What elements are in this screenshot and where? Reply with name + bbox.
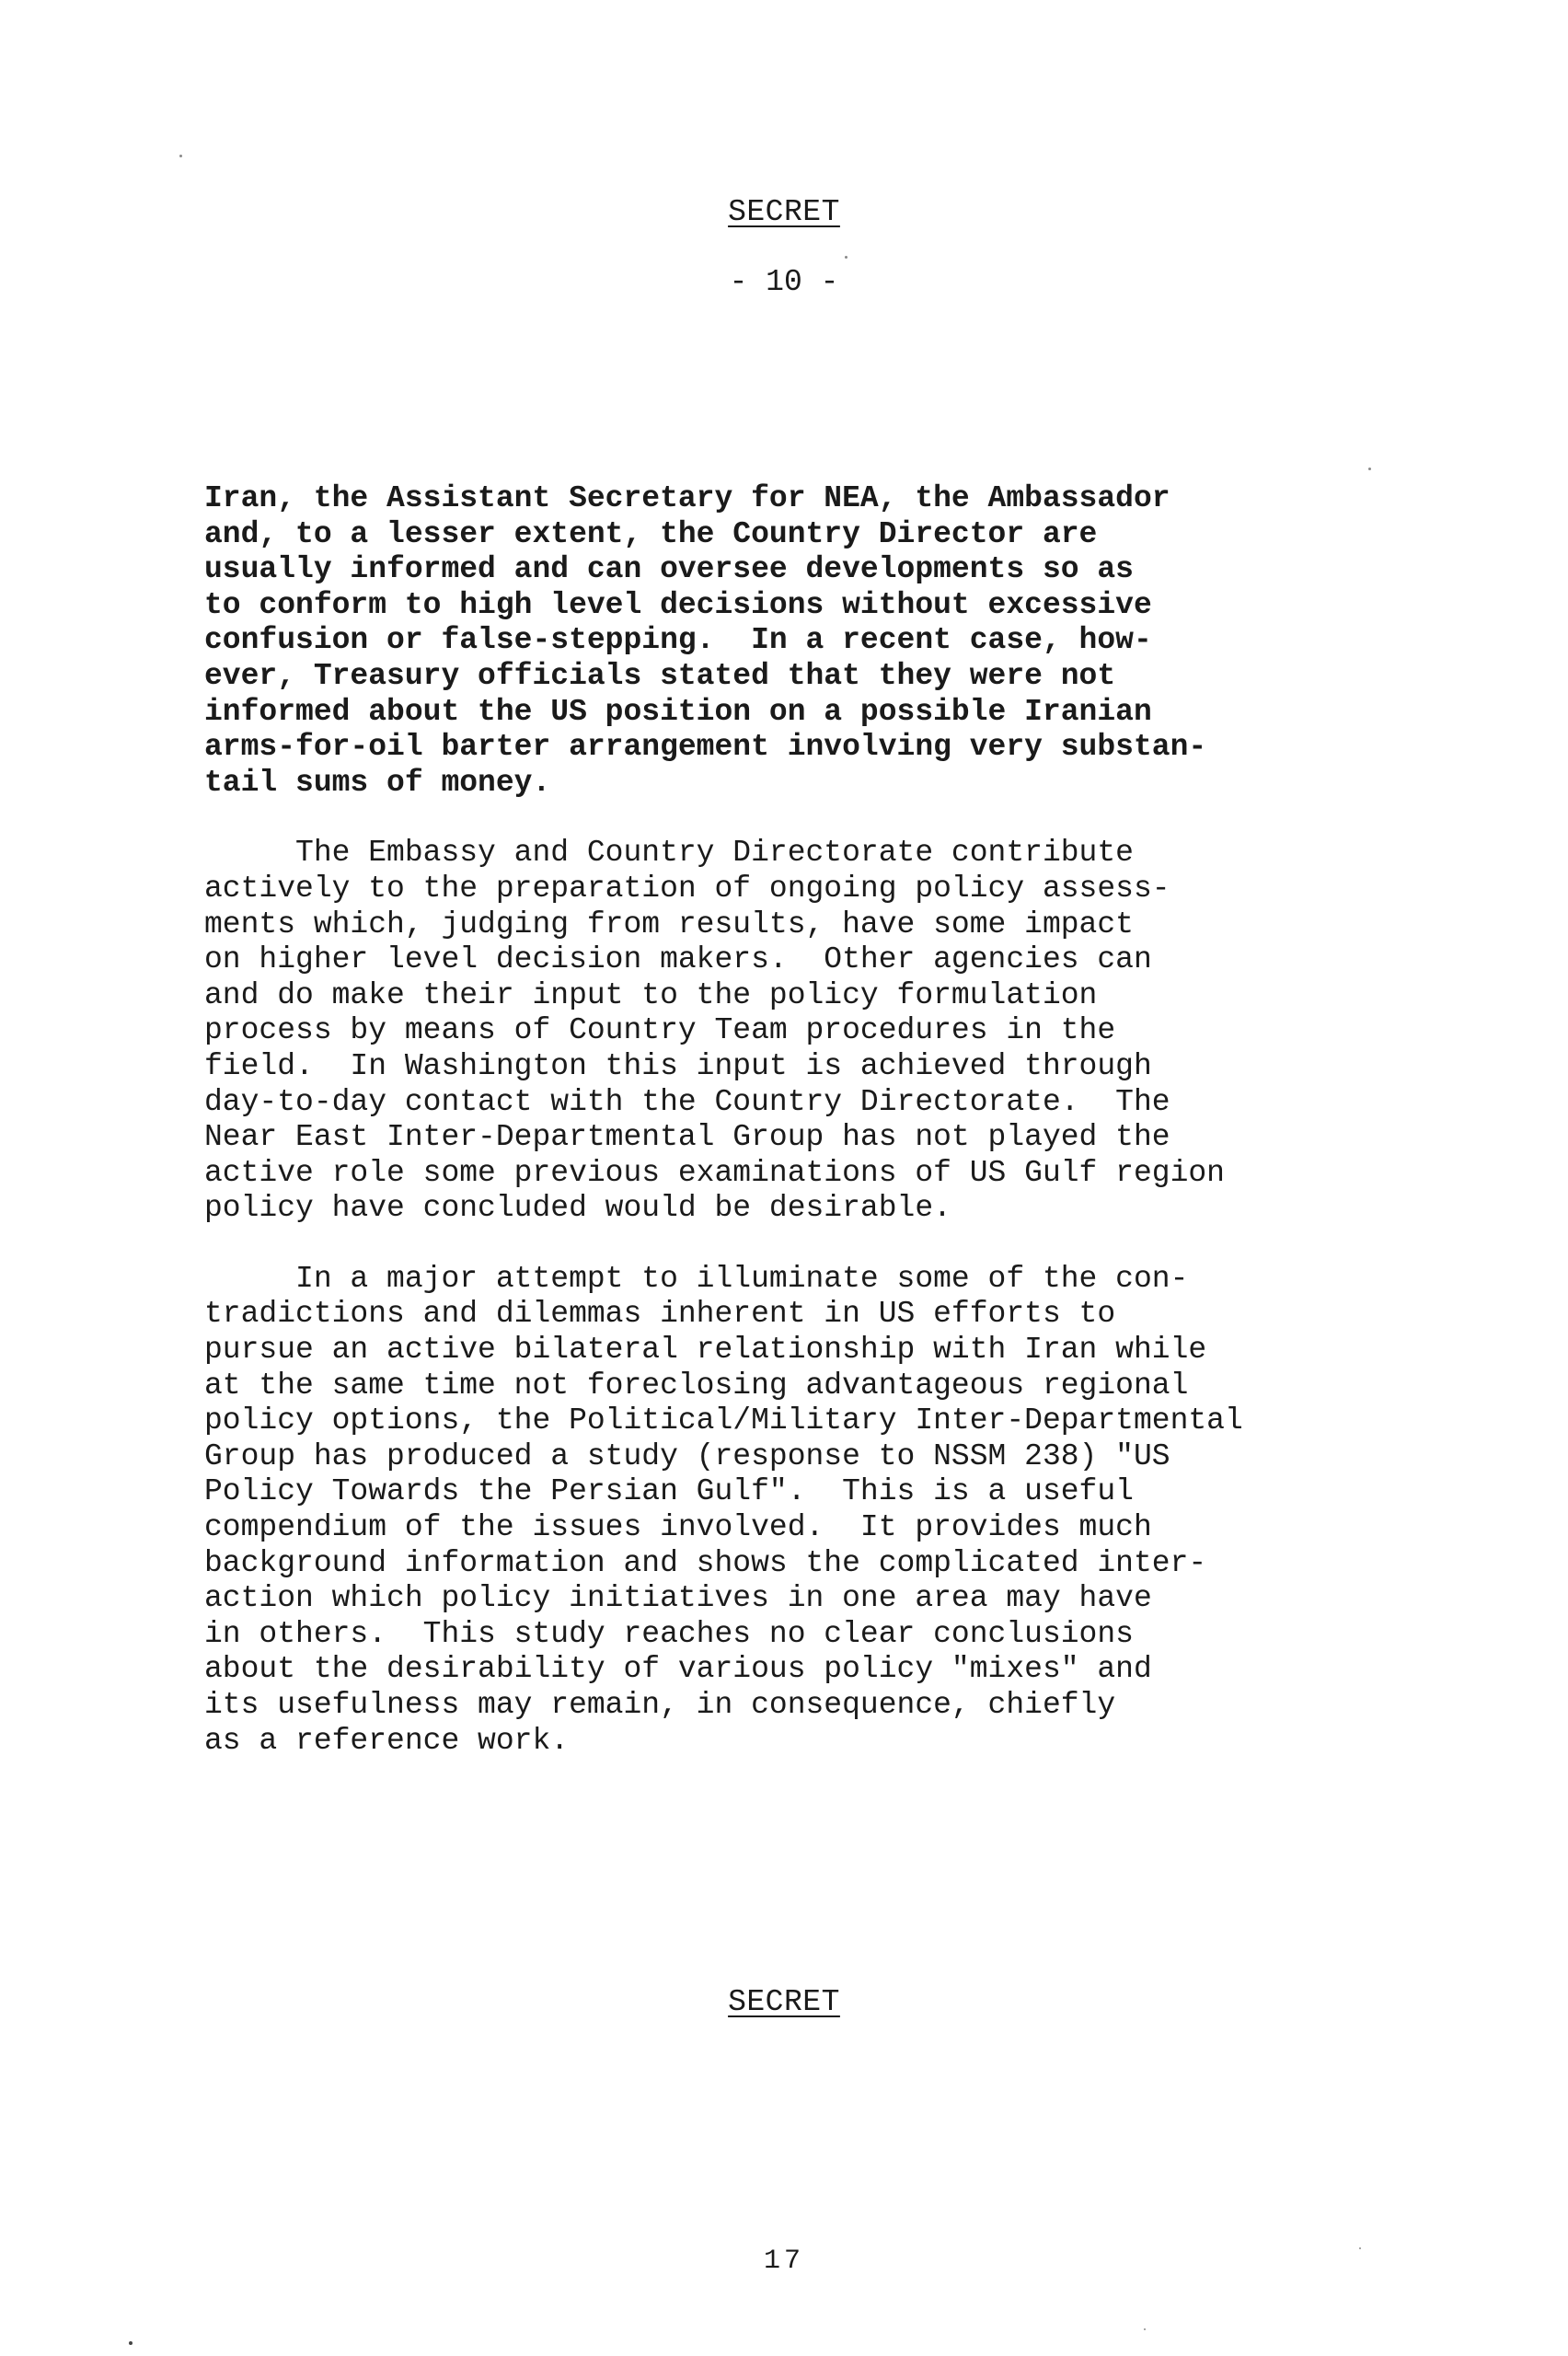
scan-speck [1144,2328,1146,2330]
classification-text-top: SECRET [728,195,840,229]
text-line: and do make their input to the policy formulation [204,977,1098,1012]
scan-speck [1368,468,1371,470]
scan-speck [1359,2247,1361,2249]
text-line: arms-for-oil barter arrangement involving very substan- [204,730,1207,765]
text-line: about the desirability of various policy "mixes" and [204,1652,1152,1687]
text-line: on higher level decision makers. Other agencies can [204,942,1152,977]
classification-text-bottom: SECRET [728,1985,840,2019]
text-line: In a major attempt to illuminate some of the con- [204,1261,1189,1296]
text-line: at the same time not foreclosing advantageous regional [204,1368,1189,1403]
paragraph-1 [204,481,1529,801]
text-line: policy have concluded would be desirable. [204,1191,951,1226]
text-line: its usefulness may remain, in consequence, chiefly [204,1688,1116,1722]
text-line: actively to the preparation of ongoing policy assess- [204,871,1170,906]
text-line: in others. This study reaches no clear conclusions [204,1616,1134,1651]
text-line: background information and shows the complicated inter- [204,1545,1207,1580]
paragraph-2 [204,836,1529,1227]
text-line: Group has produced a study (response to NSSM 238) "US [204,1438,1170,1473]
text-line: ments which, judging from results, have some impact [204,907,1134,941]
text-line: to conform to high level decisions without excessive [204,587,1152,622]
text-line: policy options, the Political/Military Inter-Departmental [204,1403,1243,1438]
scan-speck [845,256,847,259]
text-line: confusion or false-stepping. In a recent case, how- [204,623,1152,658]
page-number: - 10 - [729,265,839,299]
text-line: process by means of Country Team procedures in the [204,1013,1116,1048]
text-line: Near East Inter-Departmental Group has not played the [204,1120,1170,1155]
text-line: The Embassy and Country Directorate contribute [204,836,1134,871]
text-line: as a reference work. [204,1723,570,1758]
body-text [204,481,1529,1794]
text-line: compendium of the issues involved. It provides much [204,1510,1152,1545]
scan-speck [179,155,182,157]
text-line: and, to a lesser extent, the Country Director are [204,516,1098,551]
text-line: pursue an active bilateral relationship with Iran while [204,1333,1207,1368]
text-line: Policy Towards the Persian Gulf". This is a useful [204,1474,1134,1509]
text-line: informed about the US position on a possible Iranian [204,694,1152,729]
text-line: Iran, the Assistant Secretary for NEA, the Ambassador [204,481,1170,515]
text-line: usually informed and can oversee developments so as [204,552,1134,587]
scan-speck [129,2341,133,2345]
text-line: tail sums of money. [204,765,551,800]
classification-marking-bottom [0,1985,1568,2019]
text-line: field. In Washington this input is achieved through [204,1048,1152,1083]
paragraph-3 [204,1262,1529,1759]
text-line: tradictions and dilemmas inherent in US efforts to [204,1297,1116,1332]
folio-number: 17 [763,2246,804,2277]
text-line: action which policy initiatives in one area may have [204,1581,1152,1616]
text-line: ever, Treasury officials stated that they were not [204,658,1116,693]
classification-marking-top [0,195,1568,229]
text-line: active role some previous examinations of US Gulf region [204,1155,1225,1190]
text-line: day-to-day contact with the Country Directorate. The [204,1084,1170,1119]
